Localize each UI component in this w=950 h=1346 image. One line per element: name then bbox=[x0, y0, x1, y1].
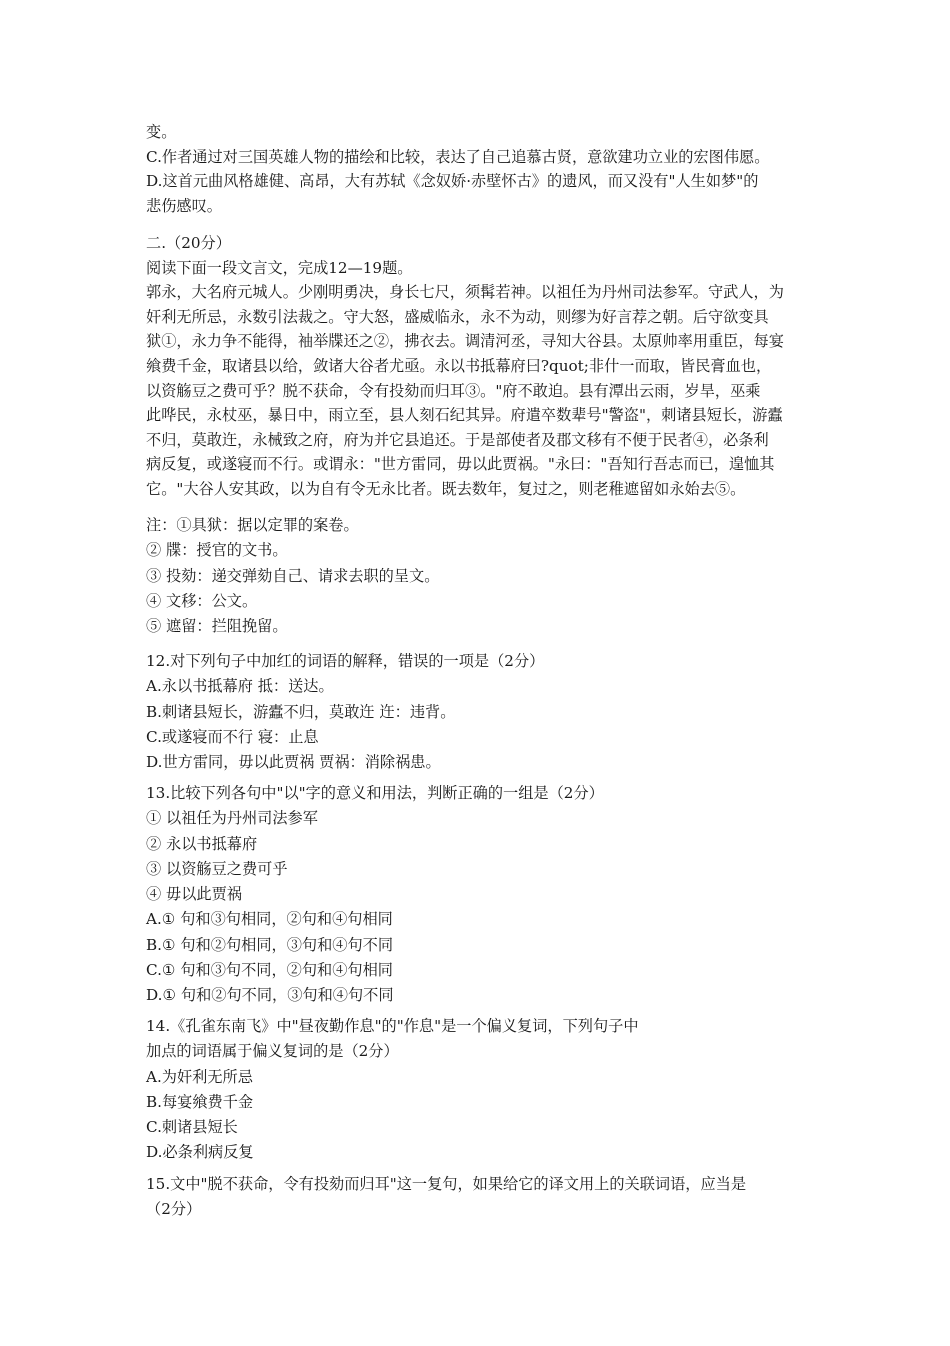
note-line: ③ 投劾：递交弹劾自己、请求去职的呈文。 bbox=[146, 566, 440, 585]
note-line: 注：①具狱：据以定罪的案卷。 bbox=[146, 516, 359, 534]
question-stem: 12.对下列句子中加红的词语的解释，错误的一项是（2分） bbox=[146, 652, 545, 670]
option-b: B.① 句和②句相同，③句和④句不同 bbox=[146, 935, 394, 954]
classical-passage bbox=[146, 280, 836, 501]
passage-line: 此哗民，永杖巫，暴日中，雨立至，县人刻石纪其异。府遣卒数辈号"警盗"，刺诸县短长，游蠹 bbox=[146, 406, 783, 425]
option-b: B.刺诸县短长，游蠹不归，莫敢迕 迕：违背。 bbox=[146, 702, 456, 721]
question-stem: 14.《孔雀东南飞》中"昼夜勤作息"的"作息"是一个偏义复词，下列句子中 bbox=[146, 1017, 639, 1035]
option-b: B.每宴飨费千金 bbox=[146, 1092, 254, 1111]
text-line: 悲伤感叹。 bbox=[146, 196, 222, 215]
section-two bbox=[146, 231, 836, 502]
note-line: ④ 文移：公文。 bbox=[146, 591, 258, 610]
question-stem: 加点的词语属于偏义复词的是（2分） bbox=[146, 1042, 399, 1061]
option-a: A.为奸利无所忌 bbox=[146, 1067, 253, 1086]
passage-line: 奸利无所忌，永数引法裁之。守大怒，盛威临永，永不为动，则缪为好言荐之朝。后守欲变具 bbox=[146, 307, 769, 326]
section-heading: 二.（20分） bbox=[146, 234, 231, 252]
passage-line: 它。"大谷人安其政，以为自有令无永比者。既去数年，复过之，则老稚遮留如永始去⑤。 bbox=[146, 479, 746, 498]
question-14 bbox=[146, 1014, 836, 1166]
question-13 bbox=[146, 781, 836, 1009]
passage-line: 不归，莫敢迕，永械致之府，府为并它县追还。于是部使者及郡文移有不便于民者④，必条利 bbox=[146, 430, 769, 449]
option-d: D.① 句和②句不同，③句和④句不同 bbox=[146, 986, 394, 1005]
note-line: ⑤ 遮留：拦阻挽留。 bbox=[146, 617, 288, 636]
sentence-3: ③ 以资觞豆之费可乎 bbox=[146, 859, 288, 878]
question-12 bbox=[146, 649, 836, 775]
option-d: D.必条利病反复 bbox=[146, 1143, 254, 1162]
option-d: D.世方雷同，毋以此贾祸 贾祸：消除祸患。 bbox=[146, 753, 441, 772]
sentence-1: ① 以祖任为丹州司法参军 bbox=[146, 809, 318, 828]
question-15 bbox=[146, 1172, 836, 1223]
option-c: C.① 句和③句不同，②句和④句相同 bbox=[146, 961, 393, 980]
sentence-4: ④ 毋以此贾祸 bbox=[146, 885, 242, 904]
passage-line: 病反复，或遂寝而不行。或谓永："世方雷同，毋以此贾祸。"永曰："吾知行吾志而已，遑恤其 bbox=[146, 455, 775, 474]
note-line: ② 牒：授官的文书。 bbox=[146, 541, 288, 560]
passage-line: 狱①，永力争不能得，袖举牒还之②，拂衣去。调清河丞，寻知大谷县。太原帅率用重臣，每宴 bbox=[146, 332, 784, 351]
passage-line: 以资觞豆之费可乎？脱不获命，令有投劾而归耳③。"府不敢迫。县有潭出云雨，岁旱，巫乘 bbox=[146, 381, 761, 400]
passage-line: 飨费千金，取诸县以给，敛诸大谷者尤亟。永以书抵幕府曰?quot;非什一而取，皆民膏血也， bbox=[146, 356, 772, 375]
option-d: D.这首元曲风格雄健、高昂，大有苏轼《念奴娇·赤壁怀古》的遗风，而又没有"人生如梦"的 bbox=[146, 172, 759, 191]
top-section bbox=[146, 120, 836, 218]
passage-notes bbox=[146, 513, 836, 639]
question-stem: （2分） bbox=[146, 1200, 202, 1219]
question-stem: 13.比较下列各句中"以"字的意义和用法，判断正确的一组是（2分） bbox=[146, 784, 604, 802]
option-a: A.① 句和③句相同，②句和④句相同 bbox=[146, 910, 393, 929]
sentence-2: ② 永以书抵幕府 bbox=[146, 834, 258, 853]
section-instruction: 阅读下面一段文言文，完成12—19题。 bbox=[146, 258, 413, 277]
question-stem: 15.文中"脱不获命，令有投劾而归耳"这一复句，如果给它的译文用上的关联词语，应当是 bbox=[146, 1175, 747, 1193]
option-a: A.永以书抵幕府 抵：送达。 bbox=[146, 677, 334, 696]
passage-line: 郭永，大名府元城人。少刚明勇决，身长七尺，须髯若神。以祖任为丹州司法参军。守武人，为 bbox=[146, 283, 784, 302]
option-c: C.作者通过对三国英雄人物的描绘和比较，表达了自己追慕古贤，意欲建功立业的宏图伟愿。 bbox=[146, 147, 770, 166]
option-c: C.或遂寝而不行 寝：止息 bbox=[146, 727, 319, 746]
text-line: 变。 bbox=[146, 123, 177, 141]
option-c: C.刺诸县短长 bbox=[146, 1118, 238, 1137]
